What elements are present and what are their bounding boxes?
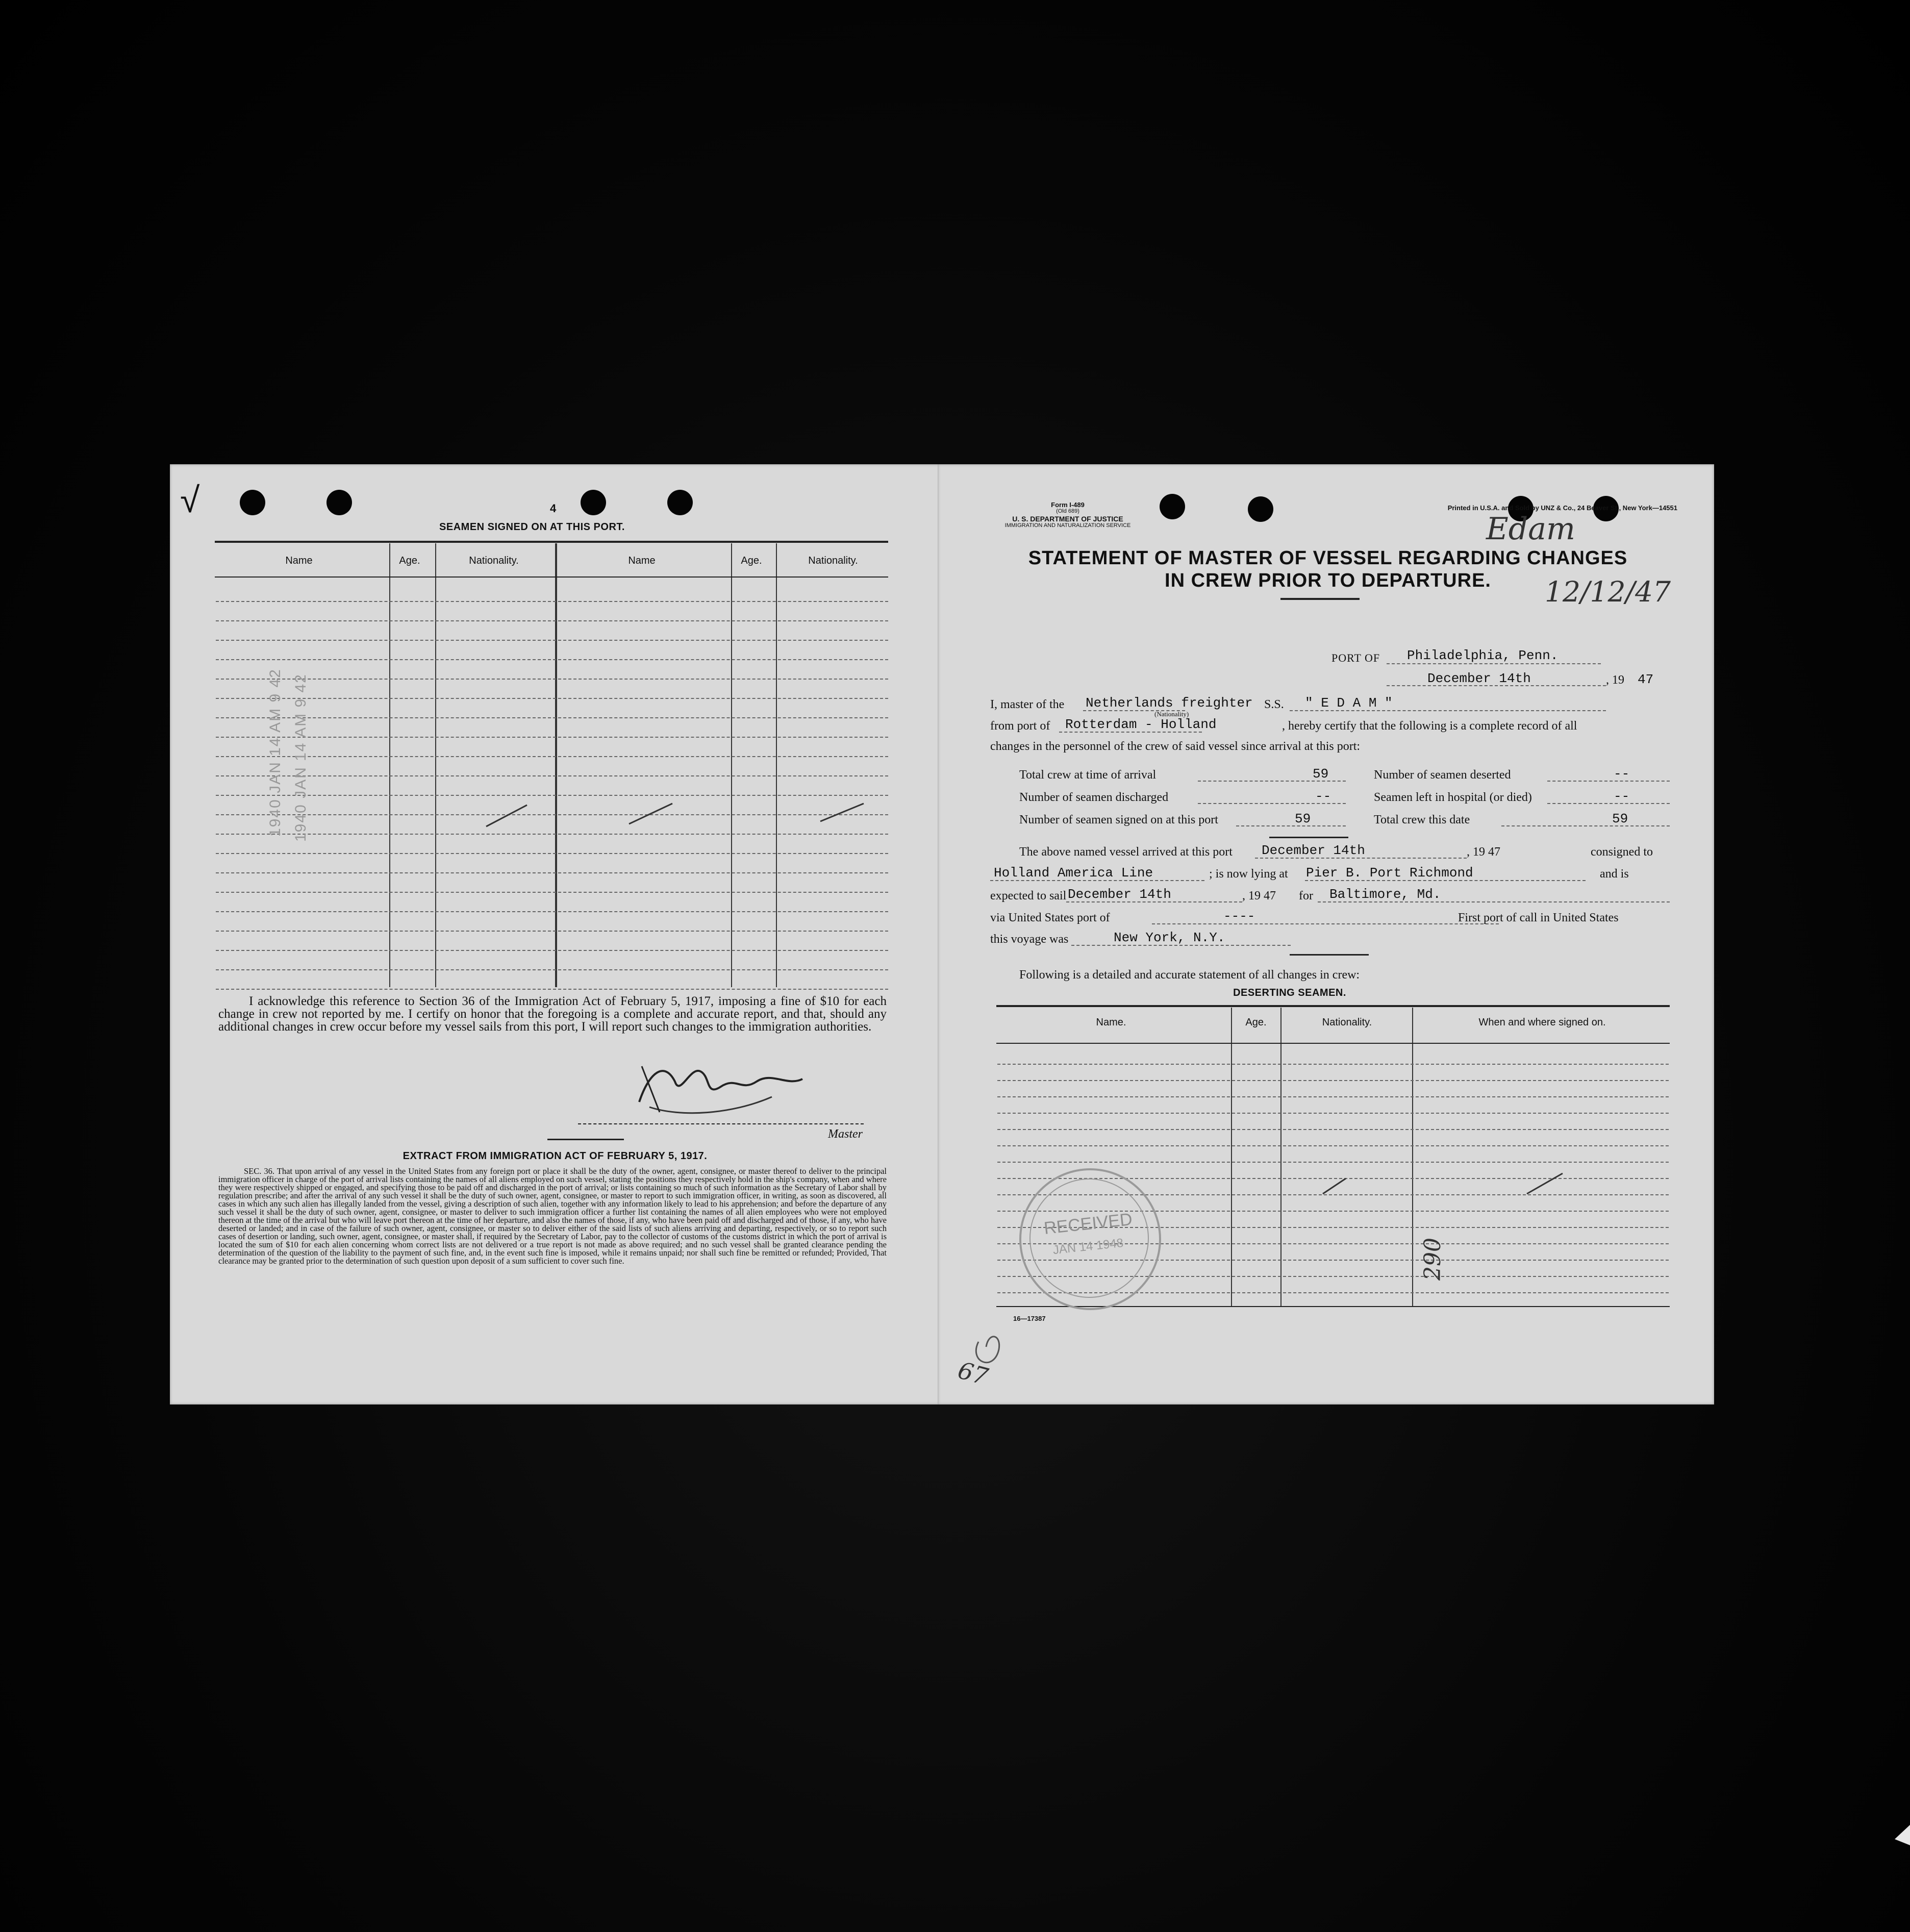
section-title: SEAMEN SIGNED ON AT THIS PORT. (439, 521, 625, 533)
master-of-label: I, master of the (990, 698, 1065, 711)
signed-on-label: Number of seamen signed on at this port (1019, 813, 1218, 826)
handwritten-ship-name: Edam (1486, 511, 1575, 547)
master-signature (619, 1051, 833, 1122)
arrived-label: The above named vessel arrived at this port (1019, 845, 1233, 859)
deserted-value: -- (1614, 766, 1630, 782)
for-label: for (1299, 889, 1313, 902)
voyage-value: New York, N.Y. (1114, 930, 1225, 945)
extract-text: SEC. 36. That upon arrival of any vessel in the United States from any foreign port or place it shall be the duty of the owner, agent, consignee, or master thereof to deliver to the principal immigration officer in charge of the port of arrival lists containing the names of all aliens employed on such vessel, stating the positions they respectively hold in the ship's company, when and where they were respectively shipped or engaged, and specifying those to be paid off and discharged in the port of arrival; or lists containing so much of such information as the Secretary of Labor shall by regulation prescribe; and after the arrival of any such vessel it shall be the duty of such owner, agent, consignee, or master to report to such immigration officer, in writing, as soon as discovered, all cases in which any such alien has illegally landed from the vessel, giving a description of such alien, together with any information likely to lead to his apprehension; and before the departure of any such vessel it shall be the duty of such owner, agent, consignee, or master to deliver to such immigration officer a further list containing the names of all alien employees who were not employed thereon at the time of the arrival but who will leave port thereon at the time of her departure, and also the names of those, if any, who have been paid off and discharged and of those, if any, who have deserted or landed; and in case of the failure of such owner, agent, consignee, or master so to deliver either of the said lists of such aliens arriving and departing, respectively, or so to report such cases of desertion or landing, such owner, agent, consignee, or master shall, if required by the Secretary of Labor, pay to the collector of customs of the customs district in which the port of arrival is located the sum of $10 for each alien concerning whom correct lists are not delivered or a true report is not made as above required; and no such vessel shall be granted clearance pending the determination of the question of the liability to the payment of such fine, and, in the event such fine is imposed, while it remains unpaid; nor shall such fine be remitted or refunded; Provided, That clearance may be granted prior to the determination of such question upon deposit of a sum sufficient to cover such fine. (218, 1166, 887, 1266)
changes-text: changes in the personnel of the crew of said vessel since arrival at this port: (990, 740, 1361, 753)
deserting-title: DESERTING SEAMEN. (1233, 987, 1346, 998)
form-old-number: (Old 689) (1056, 508, 1079, 514)
form-title-line2: IN CREW PRIOR TO DEPARTURE. (1165, 570, 1491, 591)
from-port-value: Rotterdam - Holland (1065, 717, 1217, 732)
discharged-value: -- (1315, 789, 1331, 804)
ss-label: S.S. (1264, 698, 1284, 711)
port-value: Philadelphia, Penn. (1407, 648, 1559, 663)
discharged-label: Number of seamen discharged (1019, 791, 1169, 804)
sail-year: , 19 47 (1242, 889, 1276, 902)
consignee-value: Holland America Line (994, 865, 1153, 881)
nationality-value: Netherlands freighter (1086, 695, 1253, 711)
deserted-label: Number of seamen deserted (1374, 768, 1511, 782)
consigned-label: consigned to (1591, 845, 1653, 859)
date-value: December 14th (1427, 671, 1531, 686)
check-mark: √ (180, 480, 200, 520)
sail-label: expected to sail (990, 889, 1067, 902)
year-value: 47 (1638, 672, 1654, 687)
sail-value: December 14th (1068, 887, 1171, 902)
certify-text: , hereby certify that the following is a complete record of all (1282, 719, 1577, 733)
col-when-where: When and where signed on. (1478, 1017, 1606, 1028)
received-stamp-text: RECEIVED (1043, 1210, 1134, 1238)
handwritten-date: 12/12/47 (1545, 575, 1671, 608)
short-rule (547, 1139, 624, 1140)
arrived-year: , 19 47 (1467, 845, 1500, 859)
total-arrival-label: Total crew at time of arrival (1019, 768, 1157, 782)
total-date-value: 59 (1612, 811, 1628, 826)
left-page (170, 464, 940, 1404)
and-is-label: and is (1600, 867, 1629, 881)
total-date-label: Total crew this date (1374, 813, 1470, 826)
col-age-1: Age. (399, 555, 420, 566)
arrived-value: December 14th (1262, 843, 1365, 858)
date-stamp: 1940 JAN 14 AM 9 42 (267, 668, 284, 837)
master-label: Master (828, 1127, 863, 1141)
form-title-line1: STATEMENT OF MASTER OF VESSEL REGARDING CHANGES (1028, 547, 1628, 569)
lying-label: ; is now lying at (1209, 867, 1288, 881)
for-value: Baltimore, Md. (1329, 887, 1441, 902)
form-number: Form I-489 (1051, 501, 1085, 509)
port-label: PORT OF (1331, 651, 1380, 664)
following-text: Following is a detailed and accurate statement of all changes in crew: (1019, 968, 1360, 982)
col-nationality-1: Nationality. (469, 555, 519, 566)
col-nationality: Nationality. (1322, 1017, 1372, 1028)
voyage-label: this voyage was (990, 933, 1069, 946)
signed-on-value: 59 (1295, 811, 1311, 826)
year-prefix: , 19 (1606, 673, 1624, 687)
extract-title: EXTRACT FROM IMMIGRATION ACT OF FEBRUARY 5, 1917. (403, 1150, 708, 1162)
first-call-label: First port of call in United States (1458, 911, 1619, 924)
printer-line: Printed in U.S.A. and Sold by UNZ & Co., 24 Beaver St., New York—14551 (1447, 504, 1677, 512)
form-code: 16—17387 (1013, 1315, 1046, 1322)
date-stamp: 1940 JAN 14 AM 9 42 (292, 673, 309, 842)
col-age: Age. (1245, 1017, 1267, 1028)
service: IMMIGRATION AND NATURALIZATION SERVICE (1004, 522, 1131, 529)
lying-value: Pier B. Port Richmond (1306, 865, 1473, 881)
page-number: 4 (550, 502, 557, 515)
from-port-label: from port of (990, 719, 1050, 733)
margin-mark: 67 (955, 1356, 991, 1391)
via-label: via United States port of (990, 911, 1110, 924)
col-name-2: Name (628, 555, 656, 566)
right-page (938, 464, 1714, 1404)
hospital-label: Seamen left in hospital (or died) (1374, 791, 1532, 804)
col-name: Name. (1096, 1017, 1126, 1028)
acknowledgement-text: I acknowledge this reference to Section 36 of the Immigration Act of February 5, 1917, imposing a fine of $10 for each change in crew not reported by me. I certify on honor that the foregoing is a complete and accurate report, and that, should any additional changes in crew occur before my vessel sails from this port, I will report such changes to the immigration authorities. (218, 994, 887, 1034)
signature-line (578, 1123, 864, 1124)
total-arrival-value: 59 (1313, 766, 1329, 782)
col-nationality-2: Nationality. (808, 555, 858, 566)
hospital-value: -- (1614, 789, 1630, 804)
col-name-1: Name (285, 555, 313, 566)
received-stamp-date: JAN 14 1948 (1052, 1236, 1124, 1258)
vessel-value: " E D A M " (1305, 695, 1393, 711)
nationality-note: (Nationality) (1154, 710, 1189, 718)
handwritten-number: 290 (1420, 1238, 1446, 1281)
col-age-2: Age. (741, 555, 762, 566)
via-value: ---- (1223, 909, 1255, 924)
department: U. S. DEPARTMENT OF JUSTICE (1012, 515, 1123, 523)
